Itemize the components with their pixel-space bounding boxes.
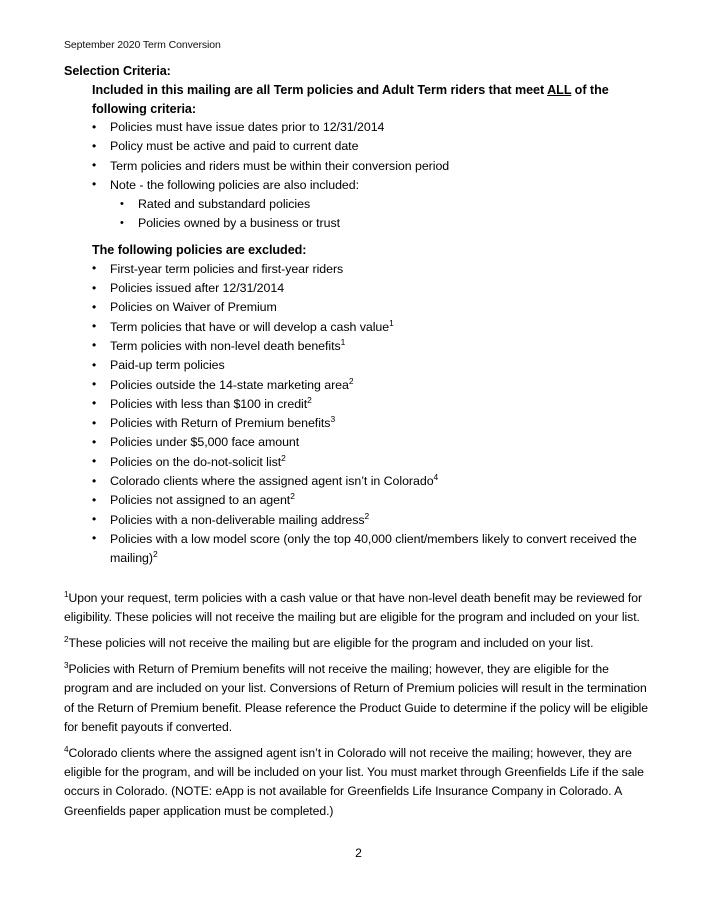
- included-criteria-list: [64, 118, 654, 195]
- footnote-text: Policies with Return of Premium benefits will not receive the mailing; however, they are eligible for the program and are included on your list. Conversions of Return of Premium policies will result in the termination of the Return of Premium benefit. Please reference the Product Guide to determine if the policy will be eligible for benefit payouts if converted.: [64, 662, 649, 734]
- list-item: [64, 260, 654, 279]
- list-item: • Policies owned by a business or trust: [64, 214, 654, 233]
- footnote-ref: 2: [281, 452, 286, 463]
- list-item-text: Policies with a low model score (only the top 40,000 client/members likely to convert received the mailing): [110, 531, 637, 566]
- page-number: 2: [355, 846, 362, 860]
- intro-emphasis-all: ALL: [547, 83, 572, 97]
- list-item: [64, 279, 654, 298]
- footnote-ref: 2: [307, 394, 312, 405]
- list-item-text: Policies with a non-deliverable mailing address: [110, 512, 365, 527]
- footnote-text: These policies will not receive the mailing but are eligible for the program and included on your list.: [68, 635, 594, 650]
- spacer: [64, 234, 654, 241]
- list-item: • Rated and substandard policies: [64, 195, 654, 214]
- list-item: [64, 453, 654, 472]
- excluded-policies-heading: The following policies are excluded:: [92, 242, 307, 257]
- selection-criteria-intro: [92, 81, 654, 118]
- included-criteria-sublist: [64, 195, 654, 234]
- footnote: [64, 744, 649, 821]
- footnote-ref: 2: [152, 549, 158, 560]
- list-item: [64, 337, 654, 356]
- list-item: [64, 318, 654, 337]
- footnote-ref: 2: [364, 510, 370, 521]
- footnote-ref: 4: [433, 471, 439, 482]
- footnote-ref: 3: [330, 414, 336, 425]
- list-item-text: Policies with less than $100 in credit: [110, 396, 308, 411]
- footnote-marker: 1: [64, 589, 69, 599]
- list-item: [64, 376, 654, 395]
- list-item: [64, 491, 654, 510]
- selection-criteria-heading: Selection Criteria:: [64, 64, 171, 78]
- list-item: [64, 395, 654, 414]
- footnotes-section: [64, 589, 654, 821]
- list-item: • Note - the following policies are also included:: [64, 176, 654, 195]
- footnote-ref: 1: [389, 317, 394, 328]
- list-item-text: First-year term policies and first-year riders: [110, 261, 344, 276]
- list-item: [64, 433, 654, 452]
- list-item-text: Policies on Waiver of Premium: [110, 300, 277, 315]
- list-item-text: Paid-up term policies: [110, 358, 225, 373]
- footnote-marker: 2: [64, 634, 69, 644]
- footnote-marker: 3: [64, 661, 69, 671]
- list-item-text: Policies with Return of Premium benefits: [110, 416, 331, 431]
- list-item: [64, 472, 654, 491]
- list-item-text: Policies not assigned to an agent: [110, 493, 291, 508]
- footnote-text: Upon your request, term policies with a cash value or that have non-level death benefit may be reviewed for eligibility. These policies will not receive the mailing but are eligible for the program and included on your list.: [64, 590, 642, 624]
- footnote: [64, 634, 649, 653]
- intro-text-before: Included in this mailing are all Term policies and Adult Term riders that meet: [92, 83, 548, 97]
- document-header: September 2020 Term Conversion: [64, 39, 221, 51]
- list-item-text: Term policies that have or will develop a cash value: [110, 319, 390, 334]
- list-item-text: Policies on the do-not-solicit list: [110, 454, 282, 469]
- list-item-text: Policies issued after 12/31/2014: [110, 281, 285, 296]
- list-item: • Policies must have issue dates prior to 12/31/2014: [64, 118, 654, 137]
- list-item: [64, 298, 654, 317]
- list-item-text: Term policies with non-level death benefits: [110, 338, 341, 353]
- footnote-ref: 1: [340, 336, 346, 347]
- footnote: [64, 589, 649, 627]
- list-item-text: Policies under $5,000 face amount: [110, 435, 300, 450]
- list-item: • Policy must be active and paid to current date: [64, 137, 654, 156]
- document-body: [64, 62, 654, 828]
- list-item: [64, 530, 654, 569]
- footnote: [64, 660, 649, 737]
- footnote-marker: 4: [64, 744, 69, 754]
- footnote-ref: 2: [348, 375, 354, 386]
- list-item-text: Policies outside the 14-state marketing area: [110, 377, 349, 392]
- list-item: [64, 414, 654, 433]
- footnote-ref: 2: [290, 491, 295, 502]
- list-item: [64, 356, 654, 375]
- footnote-text: Colorado clients where the assigned agent isn’t in Colorado will not receive the mailing; however, they are eligible for the program, and will be included on your list. You must market through Greenfields Life if the sale occurs in Colorado. (NOTE: eApp is not available for Greenfields Life Insurance Company in Colorado. A Greenfields paper application must be completed.): [64, 745, 644, 818]
- excluded-policies-list: [64, 260, 654, 569]
- intro-text-after: of the following criteria:: [92, 83, 609, 116]
- list-item-text: Colorado clients where the assigned agent isn’t in Colorado: [110, 474, 434, 489]
- list-item: • Term policies and riders must be within their conversion period: [64, 157, 654, 176]
- list-item: [64, 511, 654, 530]
